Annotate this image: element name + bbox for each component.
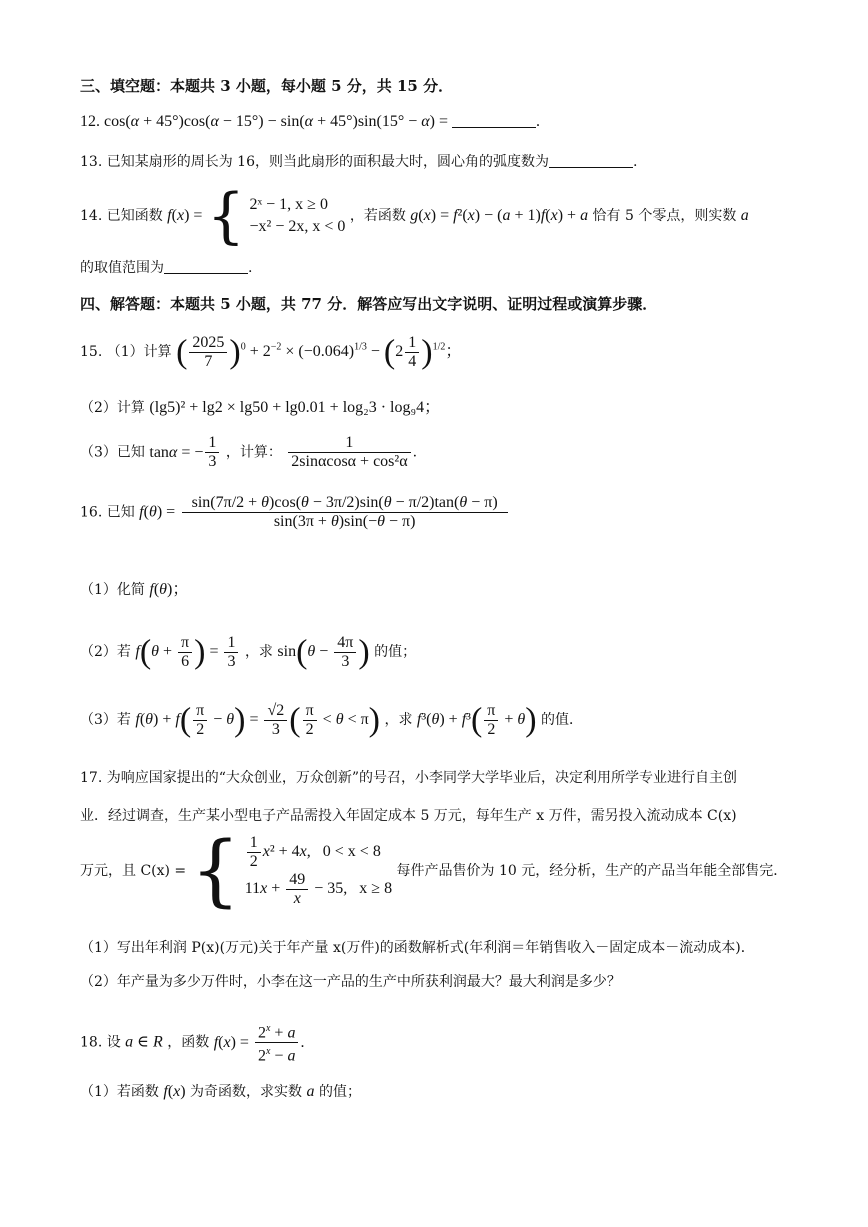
q15-tan-given: tanα = − $\frac{1}{3}$ xyxy=(149,444,221,461)
q16-part2-target: sin(θ − $\frac{4\pi}{3}$ ) xyxy=(277,633,370,671)
q17-case-1-cond: 0 < x < 8 xyxy=(322,843,381,861)
question-14-line-2 xyxy=(80,258,252,278)
q14-answer-blank xyxy=(164,259,248,274)
q16-part2-tail: 的值； xyxy=(374,644,417,661)
question-18-part-1 xyxy=(80,1082,361,1102)
q16-part2-label: （2）若 xyxy=(80,644,131,661)
q17-brace: { xyxy=(190,826,241,916)
question-17-part-2: （2）年产量为多少万件时，小李在这一产品的生产中所获利润最大？最大利润是多少？ xyxy=(80,974,621,990)
q18-set: a ∈ R xyxy=(125,1033,163,1051)
q14-case-2: −x² − 2x, x < 0 xyxy=(249,218,346,235)
question-12 xyxy=(80,112,540,132)
q15-part3-fraction xyxy=(288,434,410,471)
question-16-part-3 xyxy=(80,702,583,739)
q18-part1-tail: 的值； xyxy=(318,1084,361,1100)
q17-case-1-row: $\frac{1}{2}$ x² + 4x, 0 < x < 8 xyxy=(245,834,392,871)
q15-part3-denominator: 2sinαcosα + cos²α xyxy=(291,453,408,470)
q18-part1-mid: 为奇函数，求实数 xyxy=(190,1084,303,1100)
q12-equals: = xyxy=(438,113,448,130)
question-15-part-1 xyxy=(80,334,461,371)
question-16-part-2 xyxy=(80,634,416,671)
question-14 xyxy=(80,181,749,251)
q15-part3-numerator: 1 xyxy=(288,434,410,453)
question-13 xyxy=(80,152,637,172)
q14-piecewise xyxy=(250,194,346,238)
question-17-line-1: 17. 为响应国家提出的“大众创业，万众创新”的号召，小李同学大学毕业后，决定利用所学专业进行自主创 xyxy=(80,770,738,786)
q16-part1-expression: f(θ)； xyxy=(149,581,189,598)
q18-part1-label: （1）若函数 xyxy=(80,1084,159,1100)
q14-function-name: f(x) = xyxy=(167,207,203,224)
q16-part3-mid: ，求 xyxy=(384,712,413,729)
question-15-part-3: （3）已知 tanα = − $\frac{1}{3}$ ，计算： $\frac{1}{\text{2sinαcosα + cos²α}}$ . xyxy=(80,434,418,471)
q16-number: 16. 已知 xyxy=(80,504,135,521)
q14-var: a xyxy=(740,207,749,224)
q16-part3-target: f³(θ) + f³( $\frac{\pi}{2}$ + θ) xyxy=(416,701,537,739)
q12-period: . xyxy=(536,113,540,130)
q18-part1-var: a xyxy=(306,1083,315,1100)
q18-number: 18. 设 xyxy=(80,1034,121,1051)
q17-pre: 万元，且 C(x) = xyxy=(80,863,187,879)
q12-answer-blank xyxy=(452,113,536,128)
q14-period: . xyxy=(248,260,253,276)
q18-mid: ，函数 xyxy=(167,1034,210,1051)
q16-part3-given: f(θ) + f( $\frac{\pi}{2}$ − θ) = $\frac{√2}{3}$ ( $\frac{\pi}{2}$ < θ < π) xyxy=(135,701,380,739)
q16-part2-given: f(θ + $\frac{\pi}{6}$ ) = $\frac{1}{3}$ xyxy=(135,643,240,660)
q14-case-1: 2ˣ − 1, x ≥ 0 xyxy=(249,196,328,213)
question-17-cost-function xyxy=(80,826,788,916)
q14-brace: { xyxy=(206,181,246,251)
q13-text: 13. 已知某扇形的周长为 16，则当此扇形的面积最大时，圆心角的弧度数为 xyxy=(80,154,549,170)
q18-part1-fx: f(x) xyxy=(163,1083,186,1100)
q14-mid: ，若函数 xyxy=(349,208,406,224)
q15-part2-expression: (lg5)² + lg2 × lg50 + lg0.01 + log₂3 · log₉4； xyxy=(149,399,441,416)
q17-case-2-row: 11x + $\frac{49}{x}$ − 35, x ≥ 8 xyxy=(244,871,393,907)
q16-part3-tail: 的值． xyxy=(541,712,584,729)
q14-tail: 恰有 5 个零点，则实数 xyxy=(592,208,737,224)
question-18 xyxy=(80,1020,304,1066)
q16-part2-mid: ，求 xyxy=(244,644,273,661)
section-3-title: 三、填空题：本题共 3 小题，每小题 5 分，共 15 分． xyxy=(80,77,454,95)
q15-part1-expression: ( $\frac{2025}{7}$ )$^0 + 2^{-2} \times (-0.064)^{1/3} - (2$ $\frac{1}{4}$ )$^{1/2}$； xyxy=(176,333,462,371)
q16-part3-label: （3）若 xyxy=(80,712,131,729)
q14-g-expression: g(x) = f²(x) − (a + 1)f(x) + a xyxy=(410,207,589,224)
q17-case-2-cond: x ≥ 8 xyxy=(359,880,393,898)
q15-part3-label: （3）已知 xyxy=(80,444,145,461)
q15-part3-mid: ，计算： xyxy=(225,444,282,461)
q12-number: 12. xyxy=(80,113,100,130)
q15-part2-label: （2）计算 xyxy=(80,400,145,416)
q16-function: f(θ) = xyxy=(139,503,176,521)
q15-part1-label: 15. （1）计算 xyxy=(80,344,172,361)
question-17-line-2: 业．经过调查，生产某小型电子产品需投入年固定成本 5 万元，每年生产 x 万件，需另投入流动成本 C(x) xyxy=(80,808,737,824)
section-4-title: 四、解答题：本题共 5 小题，共 77 分．解答应写出文字说明、证明过程或演算步骤． xyxy=(80,295,658,313)
q14-number: 14. 已知函数 xyxy=(80,208,163,224)
q12-expression: cos(α + 45°)cos(α − 15°) − sin(α + 45°)sin(15° − α) xyxy=(104,113,435,130)
question-16 xyxy=(80,494,510,531)
question-17-part-1: （1）写出年利润 P(x)(万元)关于年产量 x(万件)的函数解析式(年利润＝年销售收入－固定成本－流动成本)． xyxy=(80,940,755,956)
question-16-part-1 xyxy=(80,580,188,600)
q13-answer-blank xyxy=(549,153,633,168)
q16-definition-fraction: $\frac{\sin(7\pi/2 + \theta)\cos(\theta - 3\pi/2)\sin(\theta - \pi/2)\tan(\theta - \pi)}{\sin(3\pi + \theta)\sin(-\theta - \pi)}$ xyxy=(182,494,508,531)
q18-function: f(x) = $\frac{2^x + a}{2^x - a}$ . xyxy=(214,1034,305,1051)
q16-part1-label: （1）化简 xyxy=(80,582,145,598)
q17-piecewise xyxy=(245,834,392,908)
q17-post: 每件产品售价为 10 元，经分析，生产的产品当年能全部售完． xyxy=(396,863,788,879)
q13-period: . xyxy=(632,154,638,170)
question-15-part-2 xyxy=(80,398,440,418)
q14-line2: 的取值范围为 xyxy=(80,260,164,276)
